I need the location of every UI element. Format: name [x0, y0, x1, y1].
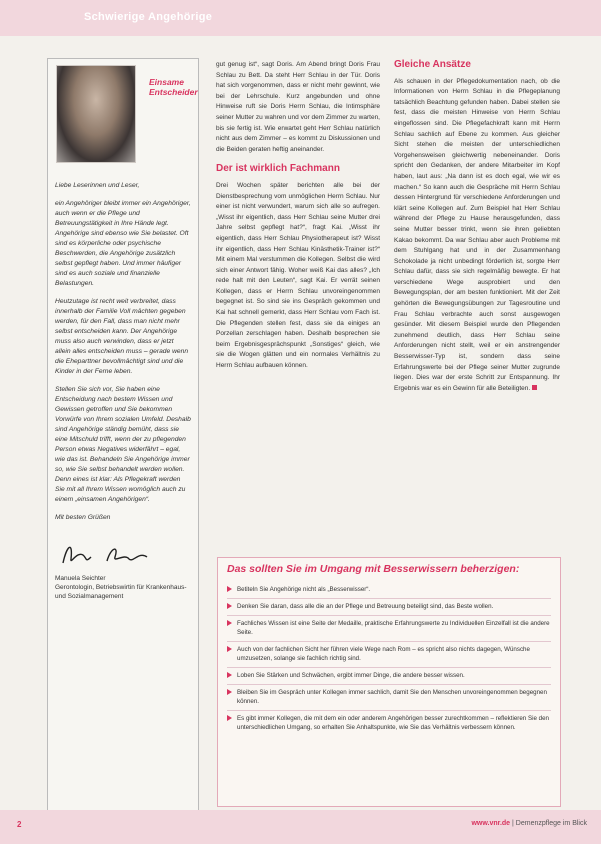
triangle-bullet-icon [227, 689, 232, 695]
section-heading: Der ist wirklich Fachmann [216, 163, 340, 175]
editorial-letter [55, 181, 191, 523]
tips-list [218, 582, 560, 736]
tips-box [217, 557, 561, 807]
tip-item: Es gibt immer Kollegen, die mit dem ein oder anderem Angehörigen besser zurechtkommen – reflektieren Sie den unterschiedlichen Umgang, so erhalten Sie Anhaltspunkte, wie Sie das Verhältnis verbessern können. [227, 711, 551, 736]
footer-info [471, 820, 587, 827]
article-column-1 [216, 60, 380, 372]
triangle-bullet-icon [227, 646, 232, 652]
editorial-sidebar [47, 58, 199, 814]
tip-item: Bleiben Sie im Gespräch unter Kollegen immer sachlich, damit Sie den Menschen unvoreingenommen begegnen können. [227, 685, 551, 711]
triangle-bullet-icon [227, 603, 232, 609]
page-number: 2 [17, 820, 22, 829]
article-column-2 [394, 60, 560, 394]
tip-item: Betiteln Sie Angehörige nicht als „Besserwisser“. [227, 582, 551, 599]
sidebar-title: Einsame Entscheider [149, 77, 198, 97]
footer-publication: | Demenzpflege im Blick [512, 820, 587, 827]
author-role: Gerontologin, Betriebswirtin für Krankenhaus- und Sozialmanagement [55, 584, 187, 600]
section-heading: Gleiche Ansätze [394, 59, 471, 70]
running-head: Schwierige Angehörige [84, 11, 213, 23]
tip-item: Fachliches Wissen ist eine Seite der Medaille, praktische Erfahrungswerte zu Individuellen Einzelfall ist die andere Seite. [227, 616, 551, 642]
triangle-bullet-icon [227, 586, 232, 592]
article-paragraph: gut genug ist“, sagt Doris. Am Abend bringt Doris Frau Schlau zu Bett. Da steht Herr Schlau in der Tür. Doris hat sich vorgenommen, dass er nicht mehr gewinnt, wie bei der Lehrschule. Kurz angebunden und ohne Hinweise ruft sie Doris Herrn Schlau, die Intimsphäre seiner Mutter zu wahren und vor dem Zimmer zu warten, bis sie fertig ist. Wie erwartet geht Herr Schlau natürlich nicht aus dem Zimmer – es kommt zu Diskussionen und die Beiden geraten heftig aneinander. [216, 61, 380, 153]
handwritten-signature [55, 537, 175, 569]
tip-item: Auch von der fachlichen Sicht her führen viele Wege nach Rom – es spricht also nichts dagegen, Wünsche umzusetzen, solange sie fachlich richtig sind. [227, 642, 551, 668]
tips-title: Das sollten Sie im Umgang mit Besserwissern beherzigen: [227, 563, 520, 575]
article-end-marker [532, 385, 537, 390]
author-photo [56, 65, 136, 163]
footer-band [0, 810, 601, 844]
author-name: Manuela Seichter [55, 575, 106, 582]
footer-url[interactable]: www.vnr.de [471, 820, 511, 827]
triangle-bullet-icon [227, 672, 232, 678]
letter-paragraph: Heutzutage ist recht weit verbreitet, dass innerhalb der Familie Voll mächten gegeben werden, für den Fall, dass man nicht mehr selbst entscheiden kann. Der Angehörige muss also auch verwinden, dass er jetzt allein alles entscheiden muss – gerade wenn die Eheparttner bevollmächtigt sind und die Kinder in der Ferne leben. [55, 298, 189, 375]
letter-paragraph: Stellen Sie sich vor, Sie haben eine Entscheidung nach bestem Wissen und Gewissen getroffen und Sie bekommen Vorwürfe von Ihrem sozialen Umfeld. Deshalb sind Angehörige ständig bemüht, dass sie eine Mitschuld trifft, wenn der zu pflegenden Person etwas Negatives widerfährt – egal, wie das ist. Behandeln Sie Angehörige immer so, wie Sie selbst behandelt werden wollen. Denn eines ist klar: Als Pflegekraft werden Sie mit all Ihrem Wissen womöglich auch zu einem „einsamen Angehörigen“. [55, 386, 191, 503]
article-paragraph [394, 77, 560, 395]
article-text: Als schauen in der Pflegedokumentation nach, ob die Informationen von Herrn Schlau in die Pflegeplanung tatsächlich Beachtung gefunden haben. Dabei stellen sie fest, dass die meisten Hinweise von Herrn Schlau eingeflossen sind. Die Pflegefachkraft kann mit Herrn Schlau sachlich auf Ebene zu kommen. Aus gleicher Sicht stehen die meisten der unterschiedlichen Vorgehensweisen gleichwertig nebeneinander. Doris spricht den Gedanken, der andere Mitarbeiter im Kopf haben, laut aus: „Na dann ist es doch egal, wie wir es machen.“ So kann auch die Gespräche mit Herrn Schlau dessen Hintergrund für verschiedene Anforderungen und klärt seine Kollegen auf. Zum Beispiel hat Herr Schlau während der Pflege zu Hause herausgefunden, dass seine Mutter besser trinkt, wenn sie ihren geliebten Kakao bekommt. Da war Schlau aber auch Probleme mit dem Stuhlgang hat und in der Zusammenhang Schokolade ja nicht unbedingt förderlich ist, sorgte Herr Schlau dafür, dass sie sich regelmäßig bewegte. Er hat verschiedene Wege ausprobiert und den Bewegungsplan, der am besten funktioniert. Mit der Zeit gehörten die Bewegungsübungen zur Tagesroutine und Frau Schlau verbrachte auch sonst ausgewogen gesünder. Mit diesem Beispiel wurde den Pflegenden zunehmend deutlich, dass Herr Schlau seine Anforderungen nicht stellt, weil er ein anstrengender Besserwisser-Typ ist, sondern dass seine Erfahrungswerte bei der Pflege seiner Mutter zugrunde liegen. Dies war der erste Schritt zur Entspannung. Ihr Ergebnis war es ein Gewinn für alle Beteiligten. [394, 77, 560, 392]
letter-salutation: Liebe Leserinnen und Leser, [55, 182, 140, 189]
triangle-bullet-icon [227, 620, 232, 626]
tip-item: Denken Sie daran, dass alle die an der Pflege und Betreuung beteiligt sind, das Beste wollen. [227, 599, 551, 616]
letter-closing: Mit besten Grüßen [55, 514, 111, 521]
tip-item: Loben Sie Stärken und Schwächen, ergibt immer Dinge, die andere besser wissen. [227, 668, 551, 685]
triangle-bullet-icon [227, 715, 232, 721]
letter-paragraph: ein Angehöriger bleibt immer ein Angehöriger, auch wenn er die Pflege und Betreuungstätigkeit in Ihre Hände legt. Angehörige sind ebenso wie Sie belastet. Oft sind es körperliche oder psychische Beschwerden, die Angehörige zusätzlich selbst gepflegt haben. Und immer häufiger sind es auch soziale und finanzielle Belastungen. [55, 200, 191, 287]
article-paragraph: Drei Wochen später berichten alle bei der Dienstbesprechung vom unmöglichen Herrn Schlau. Nur einer ist nicht verwundert, warum sich alle so aufregen. „Wisst ihr eigentlich, dass Herr Schlau seine Mutter drei Jahre selbst gepflegt hat?“, fragt Kai. „Wisst ihr eigentlich, dass Herr Schlau Physiotherapeut ist? Wisst ihr eigentlich, dass Herr Schlau Kinästhetik-Trainer ist?“ Mit einem Mal verstummen die Kollegen. Selbst die wird sich einer Antwort fähig. Woher weiß Kai das alles? „Ich rede halt mit den Leuten“, sagt Kai. Er verrät seinen Kollegen, dass er Herrn Schlau unvoreingenommen begegnet ist. So sind sie ins Gespräch gekommen und Kai hat schnell gemerkt, dass Herr Schlau vom Fach ist. Die Pflegenden stellen fest, dass sie da einiges an Porzellan zerschlagen haben. Deshalb besprechen sie beim Ergebnisgesprächspunkt „Sonstiges“ gleich, wie sie die Wogen glätten und ein normales Verhältnis zu Herrn Schlau aufbauen können. [216, 181, 380, 370]
